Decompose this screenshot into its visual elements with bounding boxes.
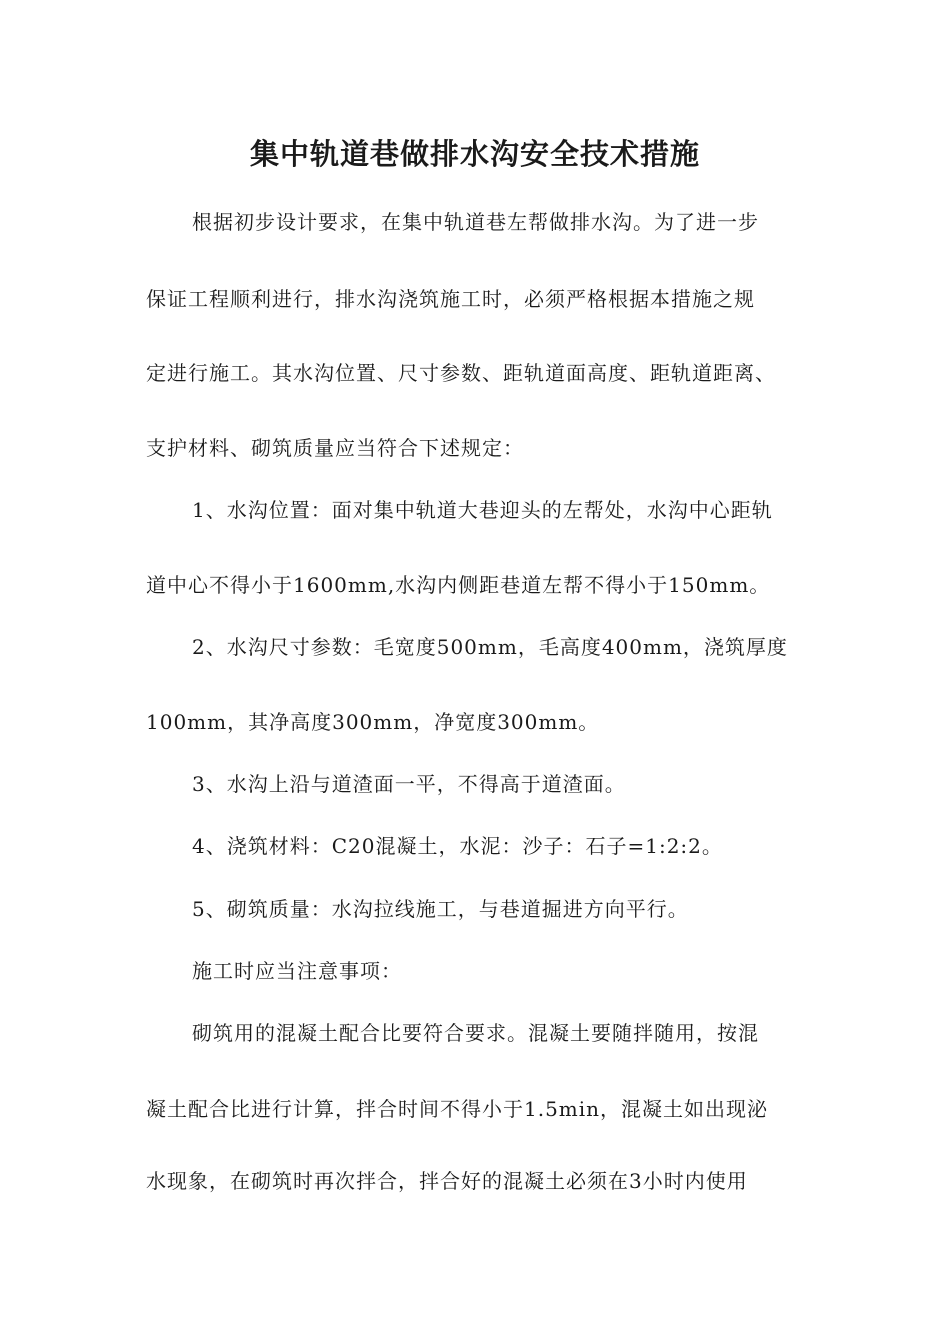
paragraph-line: 砌筑用的混凝土配合比要符合要求。混凝土要随拌随用，按混	[192, 1021, 759, 1045]
paragraph-line: 支护材料、砌筑质量应当符合下述规定：	[146, 436, 524, 460]
document-title: 集中轨道巷做排水沟安全技术措施	[249, 137, 700, 171]
paragraph-line: 4、浇筑材料：C20混凝土，水泥：沙子：石子=1:2:2。	[192, 834, 723, 858]
paragraph-line: 施工时应当注意事项：	[192, 959, 402, 983]
paragraph-line: 根据初步设计要求，在集中轨道巷左帮做排水沟。为了进一步	[192, 210, 759, 234]
paragraph-line: 100mm，其净高度300mm，净宽度300mm。	[146, 710, 600, 734]
paragraph-line: 保证工程顺利进行，排水沟浇筑施工时，必须严格根据本措施之规	[146, 287, 755, 311]
paragraph-line: 2、水沟尺寸参数：毛宽度500mm，毛高度400mm，浇筑厚度	[192, 635, 788, 659]
paragraph-line: 水现象，在砌筑时再次拌合，拌合好的混凝土必须在3小时内使用	[146, 1169, 748, 1193]
paragraph-line: 5、砌筑质量：水沟拉线施工，与巷道掘进方向平行。	[192, 897, 689, 921]
paragraph-line: 道中心不得小于1600mm,水沟内侧距巷道左帮不得小于150mm。	[146, 573, 771, 597]
paragraph-line: 定进行施工。其水沟位置、尺寸参数、距轨道面高度、距轨道距离、	[146, 361, 776, 385]
paragraph-line: 凝土配合比进行计算，拌合时间不得小于1.5min，混凝土如出现泌	[146, 1097, 769, 1121]
paragraph-line: 3、水沟上沿与道渣面一平，不得高于道渣面。	[192, 772, 626, 796]
paragraph-line: 1、水沟位置：面对集中轨道大巷迎头的左帮处，水沟中心距轨	[192, 498, 773, 522]
